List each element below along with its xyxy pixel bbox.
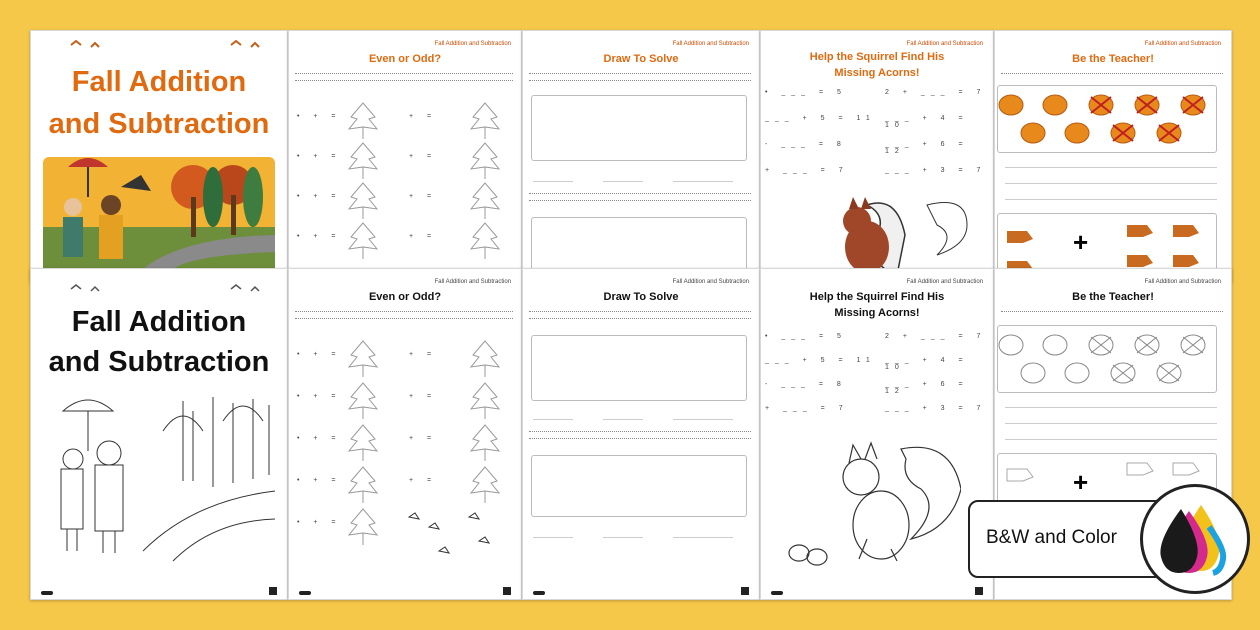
autumn-park-illustration (43, 157, 275, 269)
leaves-decoration-icon (31, 31, 287, 61)
plus-icon: + (1073, 227, 1089, 257)
page-header: Fall Addition and Subtraction (1144, 41, 1221, 47)
pumpkin-outline-icon (997, 325, 1217, 391)
plus-icon: + (1073, 467, 1089, 497)
page-title: Draw To Solve (603, 53, 679, 65)
page-title: Even or Odd? (368, 53, 442, 65)
cover-bw-page (30, 268, 288, 600)
cover-title-line2: and Subtraction (48, 346, 270, 378)
page-title: Be the Teacher! (1072, 291, 1154, 303)
page-title: Be the Teacher! (1072, 53, 1154, 65)
page-header: Fall Addition and Subtraction (1144, 279, 1221, 285)
page-header: Fall Addition and Subtraction (434, 279, 511, 285)
ink-drops-icon (1140, 484, 1250, 594)
page-title-line1: Help the Squirrel Find His (809, 51, 945, 63)
cover-color-page (30, 30, 288, 282)
cover-title-line1: Fall Addition (71, 66, 247, 98)
leaf-outline-icon (289, 331, 521, 600)
page-header: Fall Addition and Subtraction (434, 41, 511, 47)
page-title-line2: Missing Acorns! (834, 67, 920, 79)
page-title: Draw To Solve (603, 291, 679, 303)
even-odd-bw-page: Fall Addition and Subtraction Even or Odd? • + = + = • + = + = • + = + = • + = + = • + = (288, 268, 522, 600)
page-header: Fall Addition and Subtraction (672, 279, 749, 285)
teacher-color-page (994, 30, 1232, 282)
leaf-outline-icon (289, 93, 521, 282)
page-title: Even or Odd? (368, 291, 442, 303)
page-header: Fall Addition and Subtraction (906, 279, 983, 285)
pumpkin-icon (997, 85, 1217, 151)
cover-title-line2: and Subtraction (48, 108, 270, 140)
draw-solve-bw-page (522, 268, 760, 600)
draw-solve-color-page (522, 30, 760, 282)
autumn-park-outline-illustration (43, 391, 275, 571)
page-header: Fall Addition and Subtraction (672, 41, 749, 47)
even-odd-color-page: Fall Addition and Subtraction Even or Odd? • + = + = • + = + = • + = + = • + = + = (288, 30, 522, 282)
squirrel-bw-page: Fall Addition and Subtraction Help the Squirrel Find His Missing Acorns! • ___ = 5 2 + ___ = 7 ___ + 5 = 11 ___ + 4 = 10 - ___ = 8 ___ + 6 = 12 + ___ = 7 ___ + 3 = 7 (760, 268, 994, 600)
cover-title-line1: Fall Addition (71, 306, 247, 338)
badge-label: B&W and Color (986, 527, 1117, 548)
page-title-line1: Help the Squirrel Find His (809, 291, 945, 303)
squirrel-color-page: Fall Addition and Subtraction Help the Squirrel Find His Missing Acorns! • ___ = 5 2 + ___ = 7 ___ + 5 = 11 ___ + 4 = 10 - ___ = 8 ___ + 6 = 12 + ___ = 7 ___ + 3 = 7 (760, 30, 994, 282)
squirrel-outline-icon (781, 429, 961, 569)
page-title-line2: Missing Acorns! (834, 307, 920, 319)
squirrel-illustration-icon (827, 195, 977, 279)
page-header: Fall Addition and Subtraction (906, 41, 983, 47)
